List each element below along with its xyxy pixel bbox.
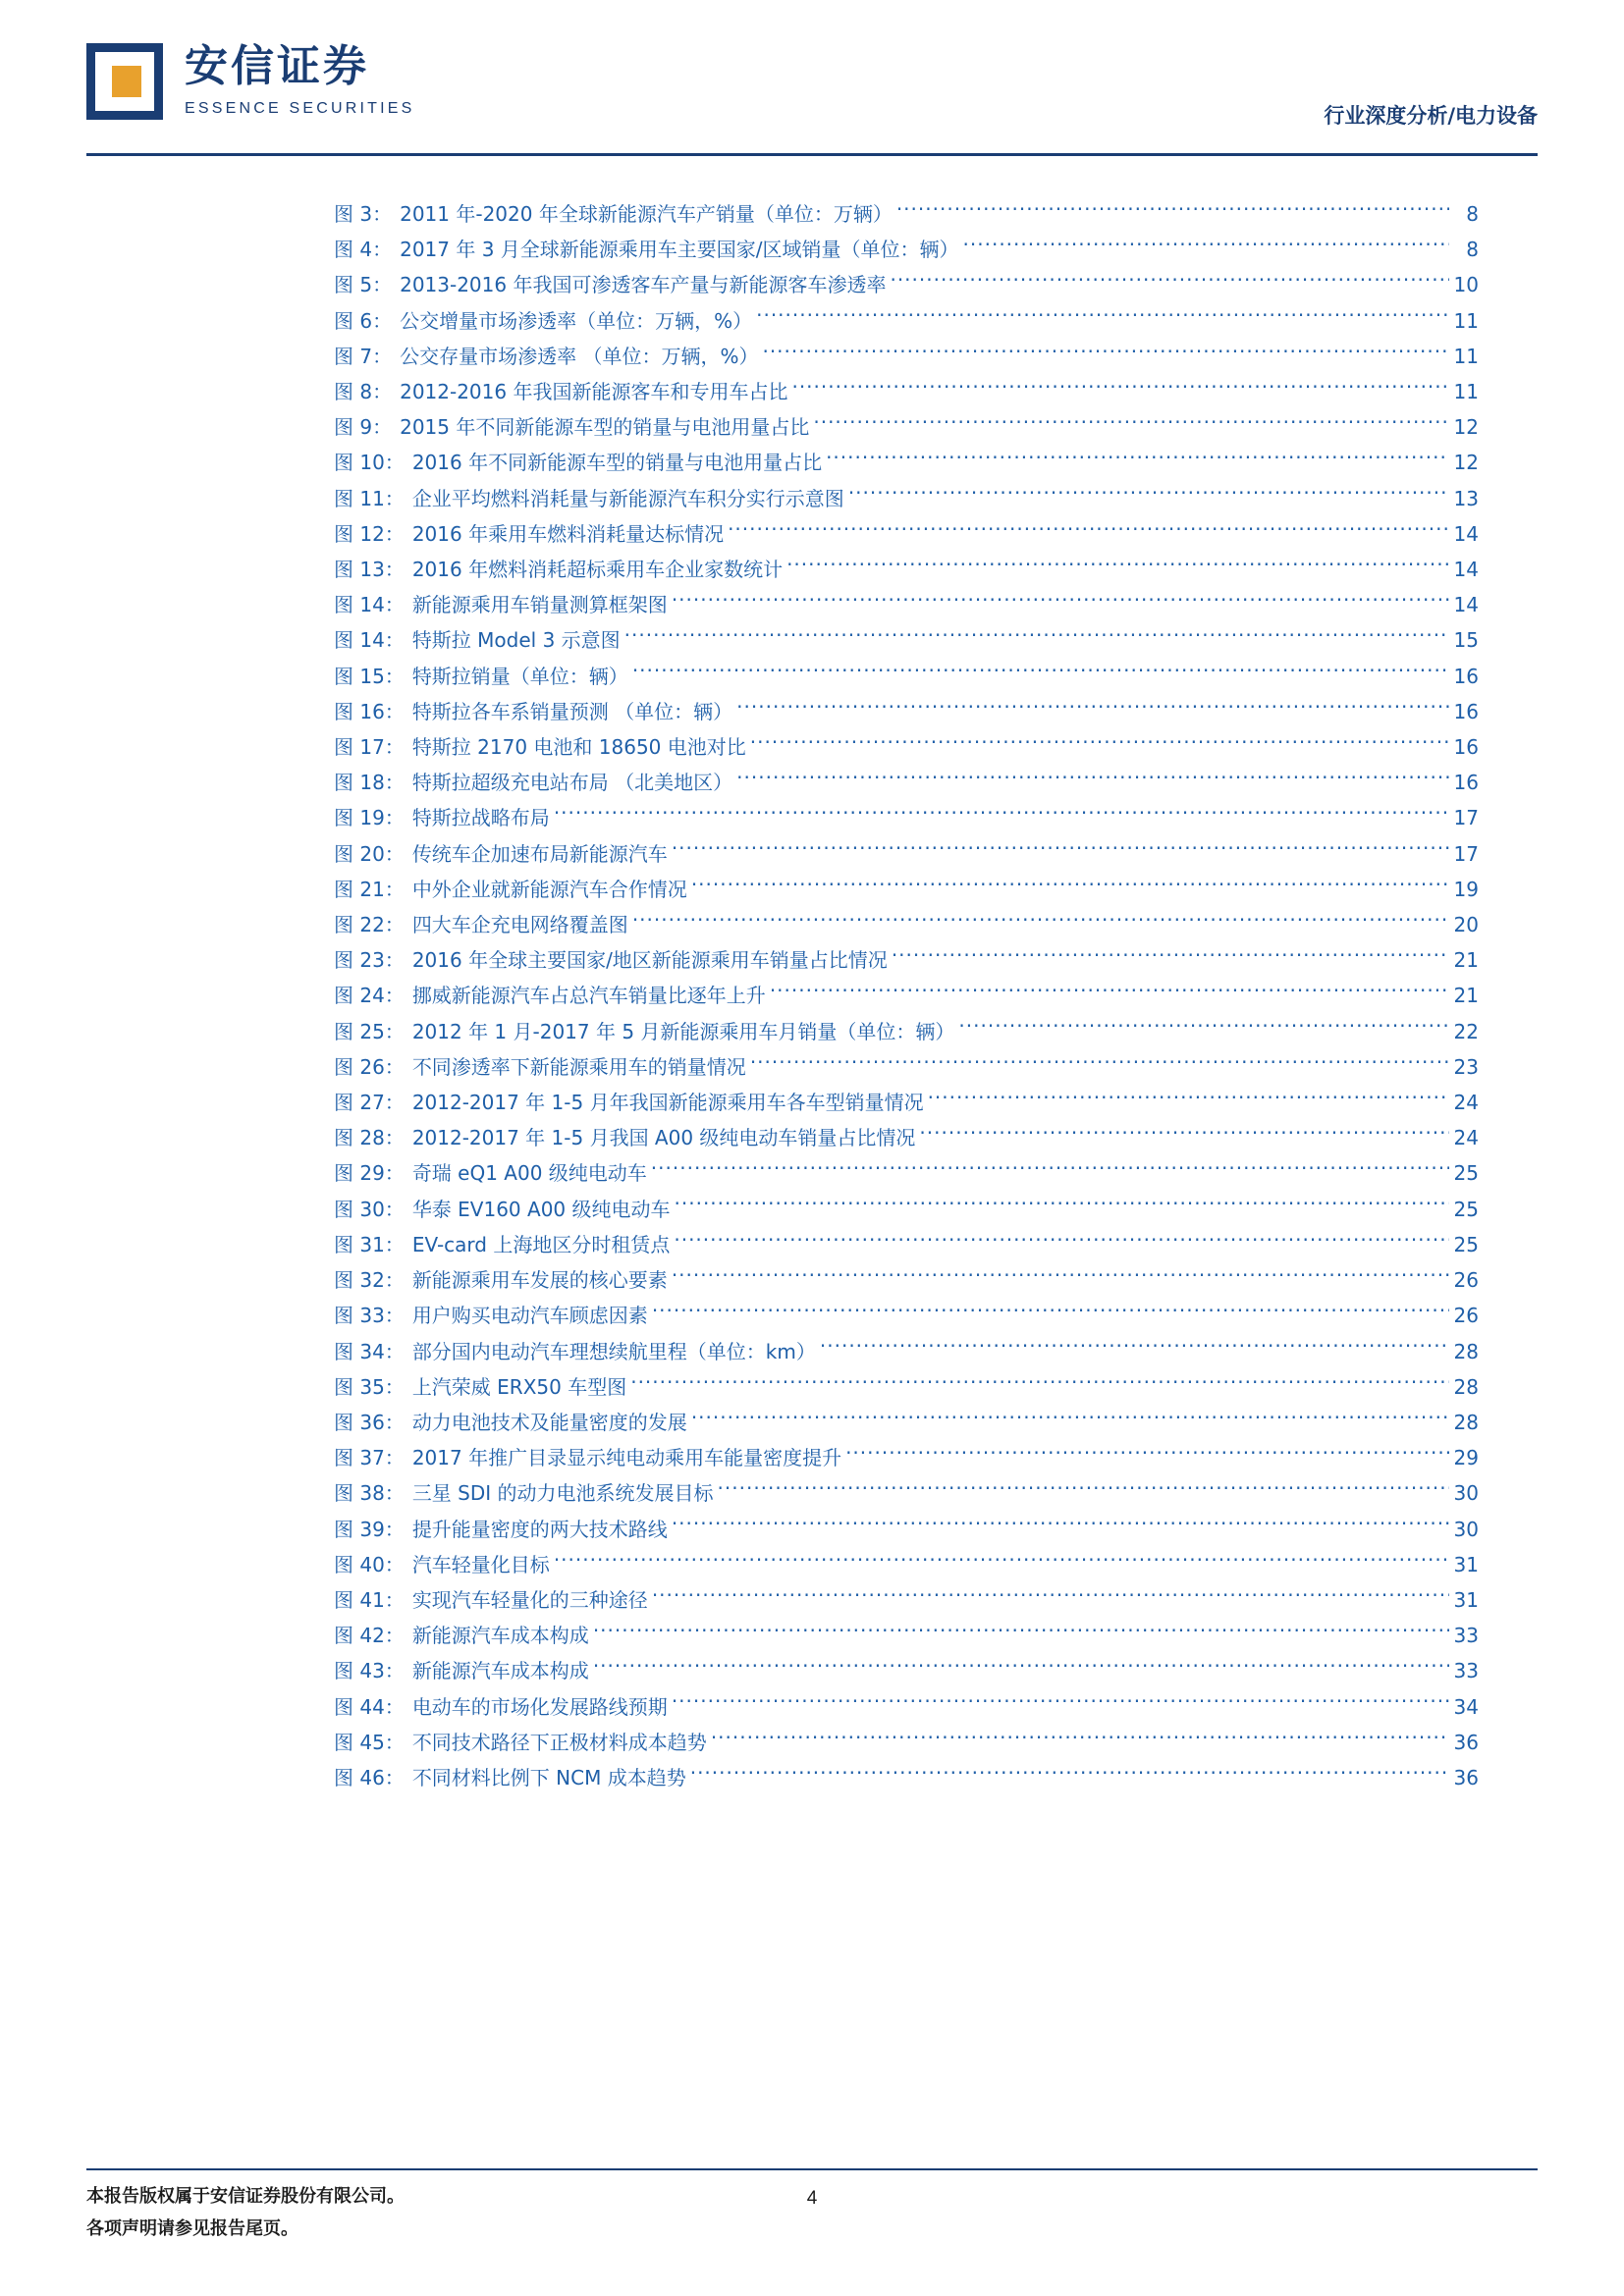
figure-list-item-label: 图 34： [334,1339,405,1363]
figure-list-item-leader [711,1730,1449,1749]
figure-list-item[interactable] [334,516,1479,552]
figure-list-item[interactable] [334,409,1479,445]
figure-list-item[interactable] [334,1014,1479,1049]
figure-list-item-label: 图 27： [334,1091,405,1115]
figure-list-item-label: 图 18： [334,771,405,795]
logo-english-name: ESSENCE SECURITIES [185,100,415,117]
figure-list-item-leader [593,1658,1449,1678]
figure-list-item[interactable] [334,1440,1479,1475]
figure-list-item-leader [820,1339,1449,1359]
figure-list [334,196,1479,1795]
figure-list-item-leader [691,1410,1449,1429]
figure-list-item-title: 特斯拉战略布局 [411,806,550,830]
figure-list-item-label: 图 46： [334,1765,405,1789]
figure-list-item-page: 21 [1453,984,1479,1008]
figure-list-item-page: 23 [1453,1054,1479,1079]
figure-list-item[interactable] [334,1120,1479,1155]
figure-list-item-label: 图 31： [334,1232,405,1256]
figure-list-item-label: 图 21： [334,877,405,901]
figure-list-item-page: 25 [1453,1232,1479,1256]
figure-list-item-leader [896,201,1449,221]
figure-list-item-title: 四大车企充电网络覆盖图 [411,913,628,937]
figure-list-item-leader [791,379,1449,399]
figure-list-item[interactable] [334,1689,1479,1725]
figure-list-item[interactable] [334,1653,1479,1688]
figure-list-item-leader [674,1232,1449,1252]
figure-list-item-title: 2016 年全球主要国家/地区新能源乘用车销量占比情况 [411,948,888,973]
footer-disclaimer [86,2180,405,2245]
footer-divider [86,2168,1538,2170]
figure-list-item-title: 2016 年不同新能源车型的销量与电池用量占比 [411,451,823,475]
figure-list-item-page: 11 [1453,308,1479,333]
figure-list-item-leader [691,877,1449,896]
figure-list-item-title: 新能源汽车成本构成 [411,1659,589,1683]
figure-list-item-page: 28 [1453,1374,1479,1399]
figure-list-item-page: 11 [1453,344,1479,368]
figure-list-item-leader [672,1694,1449,1714]
figure-list-item-page: 28 [1453,1339,1479,1363]
figure-list-item-leader [919,1125,1449,1145]
figure-list-item-title: EV-card 上海地区分时租赁点 [411,1232,671,1256]
figure-list-item-label: 图 33： [334,1304,405,1328]
figure-list-item-page: 22 [1453,1019,1479,1043]
figure-list-item[interactable] [334,303,1479,339]
figure-list-item-leader [826,450,1449,469]
figure-list-item-leader [736,699,1449,719]
figure-list-item[interactable] [334,1582,1479,1618]
figure-list-item-label: 图 5： [334,273,393,297]
figure-list-item-page: 17 [1453,841,1479,866]
figure-list-item-leader [632,912,1449,932]
figure-list-item[interactable] [334,445,1479,480]
figure-list-item-page: 17 [1453,806,1479,830]
figure-list-item[interactable] [334,622,1479,658]
figure-list-item-page: 24 [1453,1126,1479,1150]
header-divider [86,153,1538,156]
figure-list-item-leader [630,1374,1449,1394]
figure-list-item-page: 31 [1453,1552,1479,1576]
figure-list-item-label: 图 45： [334,1730,405,1754]
figure-list-item-title: 不同渗透率下新能源乘用车的销量情况 [411,1054,746,1079]
figure-list-item-leader [690,1765,1449,1785]
figure-list-item[interactable] [334,1512,1479,1547]
logo-text-block [185,39,415,118]
figure-list-item-leader [750,1054,1449,1074]
figure-list-item-page: 16 [1453,735,1479,760]
figure-list-item-page: 36 [1453,1730,1479,1754]
figure-list-item-leader [928,1090,1449,1109]
figure-list-item-title: 2012-2017 年 1-5 月年我国新能源乘用车各车型销量情况 [411,1091,924,1115]
figure-list-item-page: 13 [1453,486,1479,510]
figure-list-item[interactable] [334,552,1479,587]
footer-disclaimer-line-1: 本报告版权属于安信证券股份有限公司。 [86,2186,405,2207]
figure-list-item-page: 33 [1453,1624,1479,1648]
figure-list-item-page: 25 [1453,1197,1479,1221]
figure-list-item-page: 30 [1453,1481,1479,1506]
figure-list-item-title: 实现汽车轻量化的三种途径 [411,1587,648,1612]
figure-list-item-label: 图 6： [334,308,393,333]
figure-list-item-leader [770,983,1449,1002]
figure-list-item[interactable] [334,1725,1479,1760]
figure-list-item-label: 图 14： [334,628,405,653]
figure-list-item-leader [651,1160,1449,1180]
figure-list-item-leader [750,734,1449,754]
figure-list-item-label: 图 23： [334,948,405,973]
figure-list-item[interactable] [334,1475,1479,1511]
figure-list-item-page: 14 [1453,521,1479,546]
figure-list-item[interactable] [334,1298,1479,1333]
figure-list-item-page: 12 [1453,451,1479,475]
figure-list-item[interactable] [334,232,1479,267]
figure-list-item-page: 16 [1453,664,1479,688]
figure-list-item-leader [554,1552,1449,1572]
figure-list-item-label: 图 16： [334,699,405,723]
figure-list-item-leader [652,1303,1449,1322]
figure-list-item[interactable] [334,1227,1479,1262]
figure-list-item-title: 公交增量市场渗透率（单位：万辆，%） [400,308,753,333]
figure-list-item-leader [672,1517,1449,1536]
figure-list-item-leader [958,1019,1449,1039]
figure-list-item-leader [554,805,1449,825]
figure-list-item-label: 图 4： [334,238,393,262]
figure-list-item-leader [632,664,1449,683]
figure-list-item[interactable] [334,267,1479,302]
figure-list-item-page: 29 [1453,1446,1479,1470]
figure-list-item-leader [675,1197,1449,1216]
figure-list-item-title: 华泰 EV160 A00 级纯电动车 [411,1197,671,1221]
figure-list-item-title: 2017 年推广目录显示纯电动乘用车能量密度提升 [411,1446,842,1470]
figure-list-item[interactable] [334,800,1479,835]
figure-list-item-title: 三星 SDI 的动力电池系统发展目标 [411,1481,714,1506]
figure-list-item[interactable] [334,339,1479,374]
figure-list-item-leader [672,592,1449,612]
figure-list-item-title: 新能源汽车成本构成 [411,1624,589,1648]
figure-list-item[interactable] [334,1547,1479,1582]
figure-list-item[interactable] [334,1192,1479,1227]
figure-list-item[interactable] [334,1405,1479,1440]
figure-list-item[interactable] [334,836,1479,872]
figure-list-item-title: 提升能量密度的两大技术路线 [411,1517,668,1541]
figure-list-item-page: 31 [1453,1587,1479,1612]
figure-list-item-leader [672,1267,1449,1287]
figure-list-item-title: 2013-2016 年我国可渗透客车产量与新能源客车渗透率 [400,273,887,297]
figure-list-item-page: 15 [1453,628,1479,653]
figure-list-item-leader [728,521,1449,541]
page-header [86,39,1538,152]
figure-list-item-page: 8 [1466,202,1479,226]
figure-list-item-title: 部分国内电动汽车理想续航里程（单位：km） [411,1339,816,1363]
company-logo [86,39,415,120]
figure-list-item[interactable] [334,1760,1479,1795]
figure-list-item-title: 2015 年不同新能源车型的销量与电池用量占比 [400,415,810,440]
figure-list-item[interactable] [334,1618,1479,1653]
figure-list-item-label: 图 17： [334,735,405,760]
figure-list-item-page: 16 [1453,771,1479,795]
figure-list-item-label: 图 30： [334,1197,405,1221]
figure-list-item-title: 不同技术路径下正极材料成本趋势 [411,1730,707,1754]
figure-list-item[interactable] [334,1049,1479,1085]
figure-list-item-title: 上汽荣威 ERX50 车型图 [411,1374,627,1399]
figure-list-item-title: 用户购买电动汽车顾虑因素 [411,1304,648,1328]
figure-list-item-page: 14 [1453,558,1479,582]
figure-list-item-title: 2012 年 1 月-2017 年 5 月新能源乘用车月销量（单位：辆） [411,1019,955,1043]
figure-list-item-label: 图 36： [334,1410,405,1434]
figure-list-item[interactable] [334,729,1479,765]
logo-mark-icon [86,43,163,120]
figure-list-item-title: 2016 年乘用车燃料消耗量达标情况 [411,521,725,546]
figure-list-item-leader [718,1480,1449,1500]
figure-list-item-page: 12 [1453,415,1479,440]
figure-list-item-page: 28 [1453,1410,1479,1434]
figure-list-item-page: 11 [1453,380,1479,404]
figure-list-item-page: 33 [1453,1659,1479,1683]
figure-list-item-page: 10 [1453,273,1479,297]
figure-list-item-page: 25 [1453,1161,1479,1186]
figure-list-item-title: 挪威新能源汽车占总汽车销量比逐年上升 [411,984,766,1008]
figure-list-item-label: 图 3： [334,202,393,226]
figure-list-item[interactable] [334,765,1479,800]
figure-list-item[interactable] [334,694,1479,729]
figure-list-item-title: 汽车轻量化目标 [411,1552,550,1576]
figure-list-item-page: 16 [1453,699,1479,723]
figure-list-item-title: 新能源乘用车销量测算框架图 [411,593,668,617]
figure-list-item-leader [624,627,1449,647]
figure-list-item-label: 图 26： [334,1054,405,1079]
figure-list-item-leader [736,770,1449,789]
figure-list-item[interactable] [334,659,1479,694]
figure-list-item-label: 图 11： [334,486,405,510]
figure-list-item-title: 中外企业就新能源汽车合作情况 [411,877,687,901]
figure-list-item-label: 图 9： [334,415,393,440]
figure-list-item[interactable] [334,374,1479,409]
figure-list-item-label: 图 25： [334,1019,405,1043]
figure-list-item[interactable] [334,1369,1479,1405]
figure-list-item-label: 图 13： [334,558,405,582]
figure-list-item-label: 图 28： [334,1126,405,1150]
figure-list-item[interactable] [334,196,1479,232]
figure-list-item-title: 2011 年-2020 年全球新能源汽车产销量（单位：万辆） [400,202,893,226]
figure-list-item-label: 图 40： [334,1552,405,1576]
figure-list-item-label: 图 10： [334,451,405,475]
figure-list-item-title: 传统车企加速布局新能源汽车 [411,841,668,866]
figure-list-item-label: 图 15： [334,664,405,688]
figure-list-item[interactable] [334,1262,1479,1298]
figure-list-item-label: 图 14： [334,593,405,617]
figure-list-item-label: 图 39： [334,1517,405,1541]
figure-list-item-leader [813,414,1449,434]
logo-chinese-name: 安信证券 [185,41,369,91]
figure-list-item-label: 图 29： [334,1161,405,1186]
figure-list-item-leader [672,841,1449,861]
figure-list-item-label: 图 42： [334,1624,405,1648]
figure-list-item[interactable] [334,1155,1479,1191]
figure-list-item-title: 2017 年 3 月全球新能源乘用车主要国家/区域销量（单位：辆） [400,238,959,262]
footer-disclaimer-line-2: 各项声明请参见报告尾页。 [86,2218,298,2239]
figure-list-item-leader [756,308,1449,328]
figure-list-item-label: 图 37： [334,1446,405,1470]
figure-list-item-page: 24 [1453,1091,1479,1115]
figure-list-item[interactable] [334,942,1479,978]
figure-list-item-page: 14 [1453,593,1479,617]
figure-list-item-leader [786,557,1449,576]
figure-list-item-title: 特斯拉 Model 3 示意图 [411,628,621,653]
figure-list-item-title: 动力电池技术及能量密度的发展 [411,1410,687,1434]
figure-list-item-page: 30 [1453,1517,1479,1541]
figure-list-item-label: 图 44： [334,1694,405,1719]
figure-list-item-title: 电动车的市场化发展路线预期 [411,1694,668,1719]
figure-list-item-title: 不同材料比例下 NCM 成本趋势 [411,1765,686,1789]
figure-list-item-label: 图 35： [334,1374,405,1399]
figure-list-item-leader [652,1587,1449,1607]
figure-list-item[interactable] [334,587,1479,622]
figure-list-item-leader [848,486,1449,506]
figure-list-item-label: 图 24： [334,984,405,1008]
figure-list-item[interactable] [334,1334,1479,1369]
figure-list-item-title: 特斯拉销量（单位：辆） [411,664,628,688]
figure-list-item-page: 19 [1453,877,1479,901]
figure-list-item-title: 2016 年燃料消耗超标乘用车企业家数统计 [411,558,784,582]
figure-list-item-title: 2012-2016 年我国新能源客车和专用车占比 [400,380,788,404]
figure-list-item-leader [963,237,1449,256]
figure-list-item-leader [593,1623,1449,1642]
figure-list-item-leader [845,1445,1449,1465]
figure-list-item-label: 图 20： [334,841,405,866]
figure-list-item-title: 奇瑞 eQ1 A00 级纯电动车 [411,1161,647,1186]
figure-list-item-title: 2012-2017 年 1-5 月我国 A00 级纯电动车销量占比情况 [411,1126,916,1150]
page-number: 4 [806,2188,818,2209]
figure-list-item-label: 图 22： [334,913,405,937]
figure-list-item-title: 特斯拉 2170 电池和 18650 电池对比 [411,735,746,760]
header-breadcrumb: 行业深度分析/电力设备 [1324,104,1538,128]
figure-list-item-label: 图 41： [334,1587,405,1612]
figure-list-item-page: 26 [1453,1304,1479,1328]
figure-list-item-label: 图 38： [334,1481,405,1506]
figure-list-item-label: 图 43： [334,1659,405,1683]
figure-list-item-label: 图 8： [334,380,393,404]
figure-list-item-page: 8 [1466,238,1479,262]
figure-list-item-title: 特斯拉超级充电站布局 （北美地区） [411,771,733,795]
figure-list-item-page: 36 [1453,1765,1479,1789]
figure-list-item-leader [890,272,1449,292]
figure-list-item[interactable] [334,872,1479,907]
figure-list-item-label: 图 32： [334,1268,405,1293]
figure-list-item-page: 34 [1453,1694,1479,1719]
figure-list-item-leader [892,947,1449,967]
figure-list-item-leader [762,344,1449,363]
figure-list-item-title: 企业平均燃料消耗量与新能源汽车积分实行示意图 [411,486,844,510]
figure-list-item-title: 公交存量市场渗透率 （单位：万辆，%） [400,344,759,368]
figure-list-item[interactable] [334,481,1479,516]
figure-list-item-label: 图 12： [334,521,405,546]
figure-list-item-page: 21 [1453,948,1479,973]
figure-list-item[interactable] [334,978,1479,1013]
figure-list-item-page: 20 [1453,913,1479,937]
figure-list-item-label: 图 19： [334,806,405,830]
figure-list-item-label: 图 7： [334,344,393,368]
figure-list-item-title: 特斯拉各车系销量预测 （单位：辆） [411,699,733,723]
figure-list-item[interactable] [334,1085,1479,1120]
figure-list-item-page: 26 [1453,1268,1479,1293]
figure-list-item-title: 新能源乘用车发展的核心要素 [411,1268,668,1293]
figure-list-item[interactable] [334,907,1479,942]
